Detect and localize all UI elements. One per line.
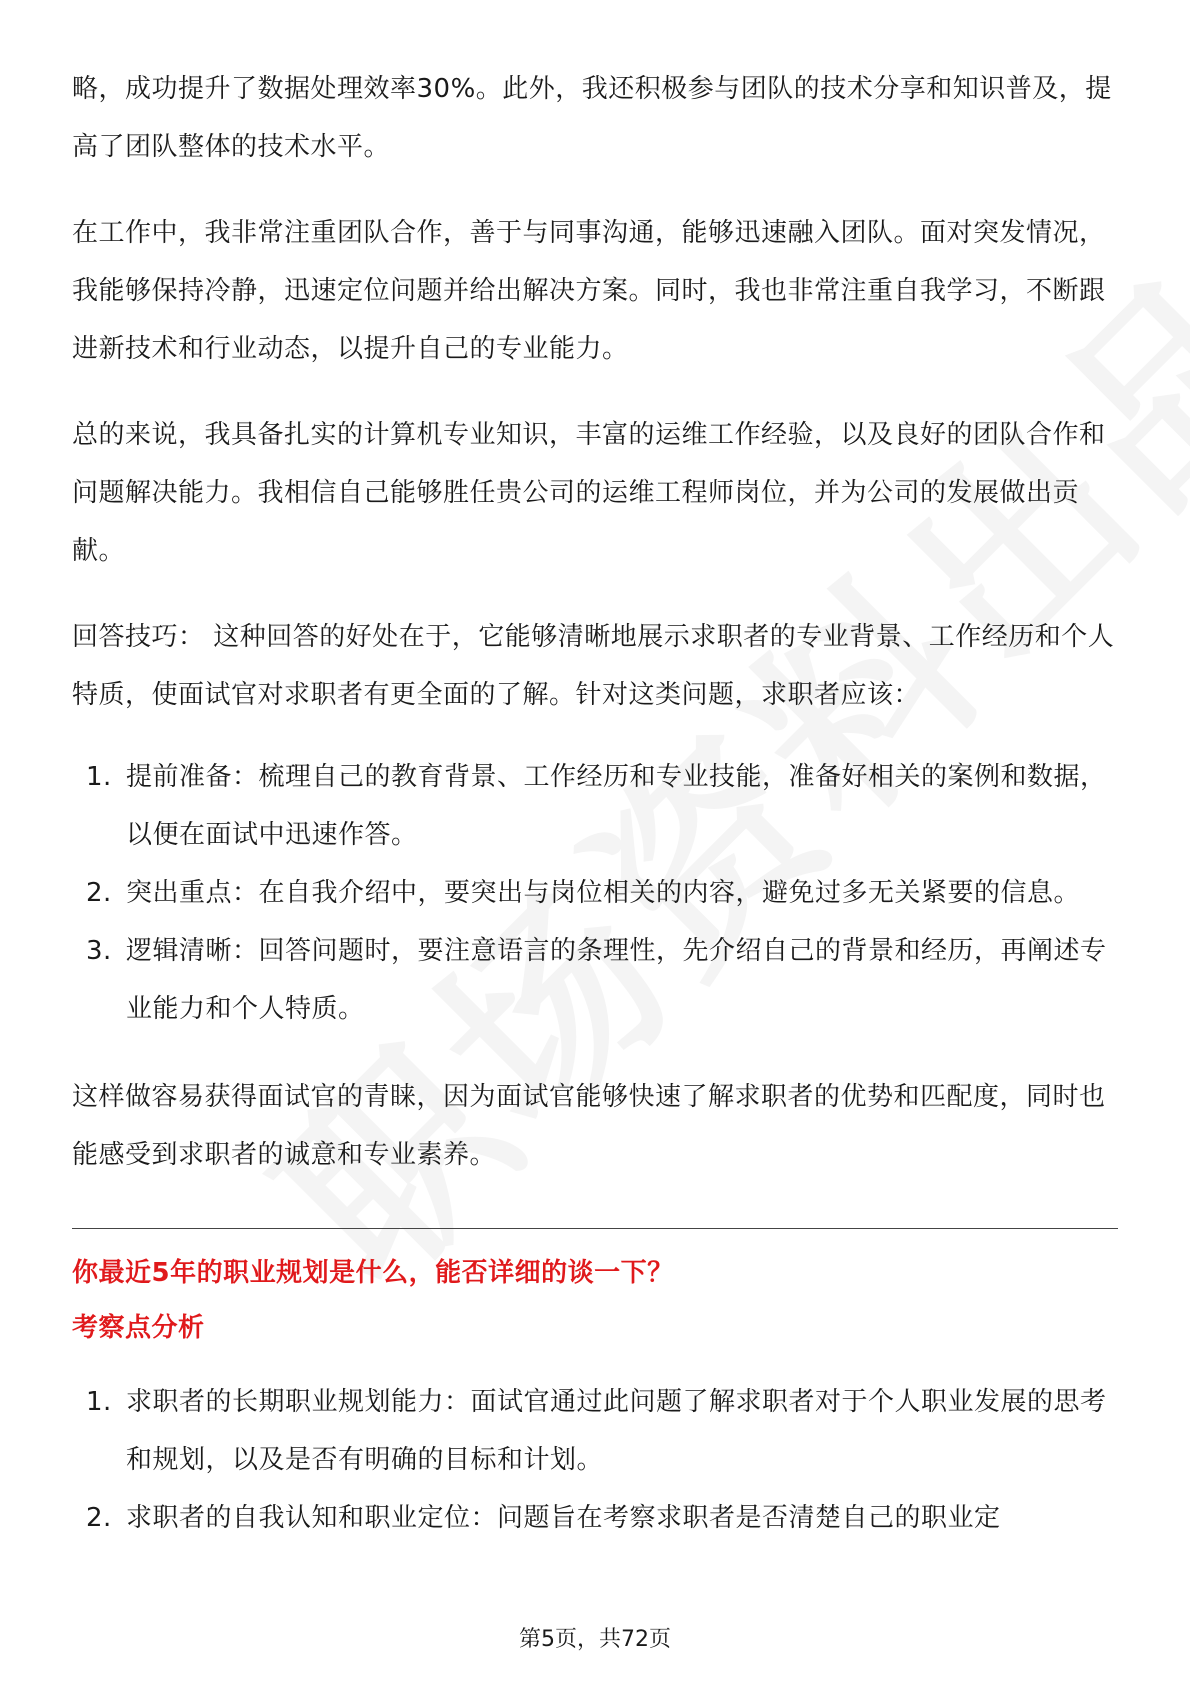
list-item-text: 提前准备：梳理自己的教育背景、工作经历和专业技能，准备好相关的案例和数据，以便在面试中迅速作答。 [126,762,1107,850]
page-number-footer: 第5页，共72页 [519,1627,671,1652]
list-item [72,922,1118,1038]
list-item [72,1373,1118,1489]
analysis-points-list [72,1373,1118,1547]
list-item-number: 3. [86,936,112,966]
paragraph-answer-tips: 回答技巧： 这种回答的好处在于，它能够清晰地展示求职者的专业背景、工作经历和个人特质，使面试官对求职者有更全面的了解。针对这类问题，求职者应该： [72,622,1115,710]
section-divider [72,1228,1118,1229]
paragraph-summary: 总的来说，我具备扎实的计算机专业知识，丰富的运维工作经验，以及良好的团队合作和问题解决能力。我相信自己能够胜任贵公司的运维工程师岗位，并为公司的发展做出贡献。 [72,420,1106,566]
analysis-heading: 考察点分析 [72,1313,205,1343]
paragraph-closing: 这样做容易获得面试官的青睐，因为面试官能够快速了解求职者的优势和匹配度，同时也能感受到求职者的诚意和专业素养。 [72,1082,1106,1170]
tips-list [72,748,1118,1038]
paragraph-efficiency: 略，成功提升了数据处理效率30%。此外，我还积极参与团队的技术分享和知识普及，提高了团队整体的技术水平。 [72,74,1112,162]
list-item-text: 求职者的长期职业规划能力：面试官通过此问题了解求职者对于个人职业发展的思考和规划，以及是否有明确的目标和计划。 [126,1387,1107,1475]
question-title: 你最近5年的职业规划是什么，能否详细的谈一下？ [72,1258,674,1288]
list-item-number: 1. [86,1387,112,1417]
list-item-number: 1. [86,762,112,792]
document-page [72,60,1118,1577]
list-item-number: 2. [86,1503,112,1533]
list-item-text: 突出重点：在自我介绍中，要突出与岗位相关的内容，避免过多无关紧要的信息。 [126,878,1081,908]
list-item-text: 逻辑清晰：回答问题时，要注意语言的条理性，先介绍自己的背景和经历，再阐述专业能力和个人特质。 [126,936,1107,1024]
list-item [72,1489,1118,1547]
list-item-text: 求职者的自我认知和职业定位：问题旨在考察求职者是否清楚自己的职业定 [126,1503,1001,1533]
list-item [72,864,1118,922]
paragraph-teamwork: 在工作中，我非常注重团队合作，善于与同事沟通，能够迅速融入团队。面对突发情况，我能够保持冷静，迅速定位问题并给出解决方案。同时，我也非常注重自我学习，不断跟进新技术和行业动态，以提升自己的专业能力。 [72,218,1106,364]
list-item-number: 2. [86,878,112,908]
list-item [72,748,1118,864]
